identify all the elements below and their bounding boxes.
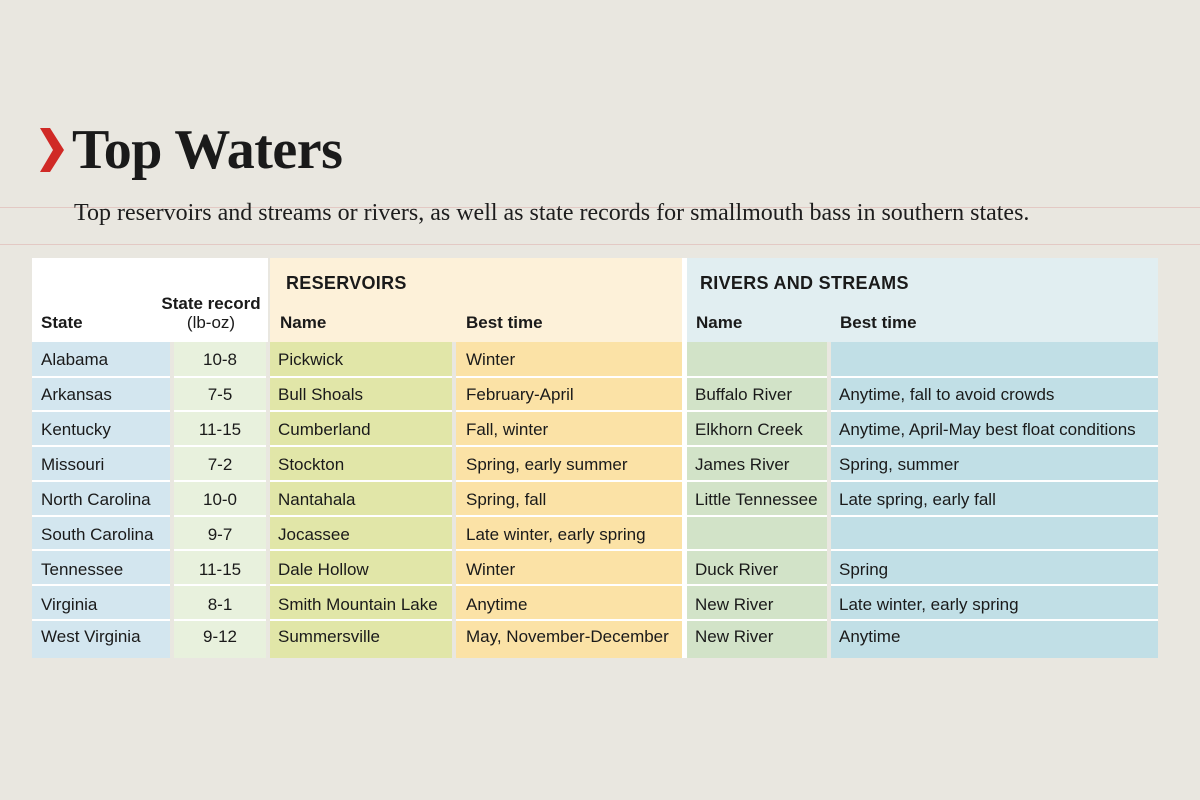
record-cell: 10-0 [202,490,238,509]
reservoir-name-cell: Cumberland [278,420,371,439]
row-divider [456,584,682,586]
river-time-cell: Late winter, early spring [839,595,1019,614]
row-divider [270,549,452,551]
state-cell: Missouri [41,455,105,474]
state-cell: Arkansas [41,385,112,404]
river-time-header: Best time [840,313,917,332]
record-header-units: (lb-oz) [186,313,236,332]
row-divider [32,376,170,378]
river-time-cell: Spring [839,560,889,579]
row-divider [32,515,170,517]
state-cell: Alabama [41,350,109,369]
row-divider [270,445,452,447]
reservoir-name-cell: Jocassee [278,525,350,544]
river-time-cell: Late spring, early fall [839,490,996,509]
row-divider [270,410,452,412]
row-divider [270,584,452,586]
row-divider [687,584,827,586]
row-divider [174,515,266,517]
reservoir-name-cell: Dale Hollow [278,560,369,579]
row-divider [687,515,827,517]
record-cell: 10-8 [202,350,238,369]
reservoir-time-cell: May, November-December [466,627,669,646]
row-divider [687,410,827,412]
row-divider [456,376,682,378]
row-divider [687,480,827,482]
reservoir-time-cell: Fall, winter [466,420,549,439]
row-divider [831,619,1158,621]
row-divider [831,480,1158,482]
row-divider [456,549,682,551]
reservoir-name-cell: Smith Mountain Lake [278,595,438,614]
record-cell: 7-2 [207,455,233,474]
record-cell: 11-15 [198,560,242,579]
row-divider [32,480,170,482]
row-divider [831,584,1158,586]
river-name-cell: New River [695,595,774,614]
reservoir-time-header: Best time [466,313,543,332]
reservoir-name-cell: Summersville [278,627,381,646]
reservoir-time-cell: February-April [466,385,574,404]
river-name-cell: James River [695,455,790,474]
row-divider [270,619,452,621]
row-divider [32,619,170,621]
row-divider [174,619,266,621]
river-time-cell: Anytime, fall to avoid crowds [839,385,1055,404]
row-divider [32,445,170,447]
record-cell: 8-1 [207,595,233,614]
page-title: Top Waters [72,119,343,181]
river-name-cell: Duck River [695,560,779,579]
row-divider [831,549,1158,551]
river-name-cell: Buffalo River [695,385,793,404]
row-divider [174,480,266,482]
reservoir-name-cell: Nantahala [278,490,356,509]
row-divider [32,584,170,586]
row-divider [32,410,170,412]
state-cell: Virginia [41,595,98,614]
row-divider [174,376,266,378]
record-cell: 11-15 [198,420,242,439]
data-table [32,258,1158,658]
river-name-header: Name [696,313,743,332]
row-divider [270,480,452,482]
reservoir-name-cell: Bull Shoals [278,385,364,404]
row-divider [270,376,452,378]
state-cell: Tennessee [41,560,124,579]
river-time-cell: Anytime [839,627,901,646]
row-divider [174,445,266,447]
reservoir-time-cell: Winter [466,560,516,579]
row-divider [687,376,827,378]
state-cell: West Virginia [41,627,141,646]
title-row [38,118,342,182]
row-divider [831,445,1158,447]
reservoirs-group-header: RESERVOIRS [286,273,407,293]
state-cell: North Carolina [41,490,151,509]
row-divider [456,515,682,517]
row-divider [174,549,266,551]
river-time-cell: Spring, summer [839,455,959,474]
river-time-cell: Anytime, April-May best float conditions [839,420,1136,439]
reservoir-time-cell: Late winter, early spring [466,525,646,544]
row-divider [174,410,266,412]
row-divider [831,410,1158,412]
record-cell: 9-12 [202,627,238,646]
red-chevron-icon [38,122,66,178]
record-cell: 9-7 [207,525,233,544]
row-divider [270,515,452,517]
state-header: State [41,313,83,332]
row-divider [32,549,170,551]
rivers-group-header: RIVERS AND STREAMS [700,273,909,293]
reservoir-time-cell: Winter [466,350,516,369]
reservoir-time-cell: Anytime [466,595,528,614]
row-divider [831,376,1158,378]
reservoir-name-cell: Pickwick [278,350,344,369]
reservoir-name-header: Name [280,313,327,332]
row-divider [456,619,682,621]
record-header: State record [161,294,261,313]
river-name-cell: Elkhorn Creek [695,420,803,439]
guide-line-bottom [0,244,1200,245]
rivers-header-bg [687,258,1158,342]
row-divider [456,410,682,412]
state-cell: South Carolina [41,525,154,544]
state-cell: Kentucky [41,420,111,439]
row-divider [687,445,827,447]
row-divider [687,619,827,621]
reservoir-name-cell: Stockton [278,455,345,474]
page-subtitle: Top reservoirs and streams or rivers, as well as state records for smallmouth bass in southern states. [74,200,1030,226]
row-divider [831,515,1158,517]
reservoir-time-cell: Spring, fall [466,490,547,509]
row-divider [456,445,682,447]
row-divider [456,480,682,482]
row-divider [687,549,827,551]
row-divider [174,584,266,586]
river-name-cell: New River [695,627,774,646]
record-cell: 7-5 [207,385,233,404]
reservoir-time-cell: Spring, early summer [466,455,628,474]
river-name-cell: Little Tennessee [695,490,818,509]
